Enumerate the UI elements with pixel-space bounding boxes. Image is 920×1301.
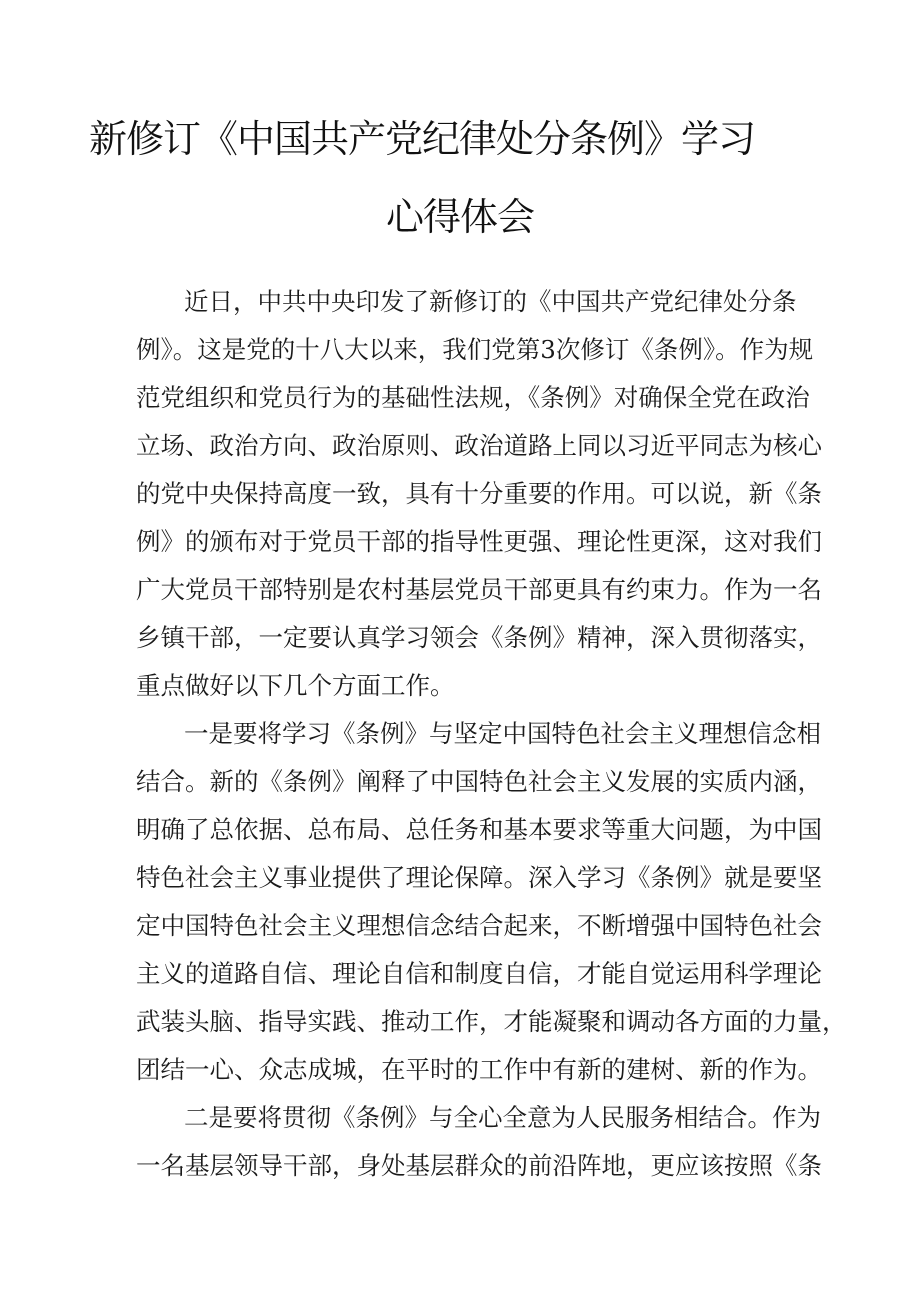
paragraph-3-line-2: 一名基层领导干部，身处基层群众的前沿阵地，更应该按照《条 — [136, 1151, 822, 1180]
document-title-line-1: 新修订《中国共产党纪律处分条例》学习 — [88, 117, 755, 161]
paragraph-2-line-4: 特色社会主义事业提供了理论保障。深入学习《条例》就是要坚 — [136, 863, 822, 892]
paragraph-1-line-4: 立场、政治方向、政治原则、政治道路上同以习近平同志为核心 — [136, 431, 822, 460]
paragraph-1-line-6: 例》的颁布对于党员干部的指导性更强、理论性更深，这对我们 — [136, 527, 822, 556]
paragraph-2-line-6: 主义的道路自信、理论自信和制度自信，才能自觉运用科学理论 — [136, 959, 822, 988]
document-body — [136, 278, 847, 1190]
paragraph-2-line-5: 定中国特色社会主义理想信念结合起来，不断增强中国特色社会 — [136, 911, 822, 940]
paragraph-2-line-7: 武装头脑、指导实践、推动工作，才能凝聚和调动各方面的力量， — [136, 1007, 847, 1036]
paragraph-1-line-3: 范党组织和党员行为的基础性法规，《条例》对确保全党在政治 — [136, 383, 810, 412]
paragraph-1-line-9: 重点做好以下几个方面工作。 — [136, 671, 455, 700]
paragraph-1-line-7: 广大党员干部特别是农村基层党员干部更具有约束力。作为一名 — [136, 575, 822, 604]
paragraph-2-line-3: 明确了总依据、总布局、总任务和基本要求等重大问题，为中国 — [136, 815, 822, 844]
paragraph-2-line-1: 一是要将学习《条例》与坚定中国特色社会主义理想信念相 — [184, 719, 821, 748]
paragraph-3-line-1: 二是要将贯彻《条例》与全心全意为人民服务相结合。作为 — [184, 1103, 821, 1132]
paragraph-1-line-8: 乡镇干部，一定要认真学习领会《条例》精神，深入贯彻落实， — [136, 623, 822, 652]
document-title-line-2: 心得体会 — [385, 195, 534, 239]
paragraph-1-line-5: 的党中央保持高度一致，具有十分重要的作用。可以说，新《条 — [136, 479, 822, 508]
paragraph-2-line-8: 团结一心、众志成城，在平时的工作中有新的建树、新的作为。 — [136, 1055, 822, 1084]
paragraph-1-line-1: 近日，中共中央印发了新修订的《中国共产党纪律处分条 — [184, 287, 797, 316]
paragraph-2-line-2: 结合。新的《条例》阐释了中国特色社会主义发展的实质内涵， — [136, 767, 822, 796]
paragraph-1-line-2: 例》。这是党的十八大以来，我们党第3次修订《条例》。作为规 — [136, 335, 814, 364]
